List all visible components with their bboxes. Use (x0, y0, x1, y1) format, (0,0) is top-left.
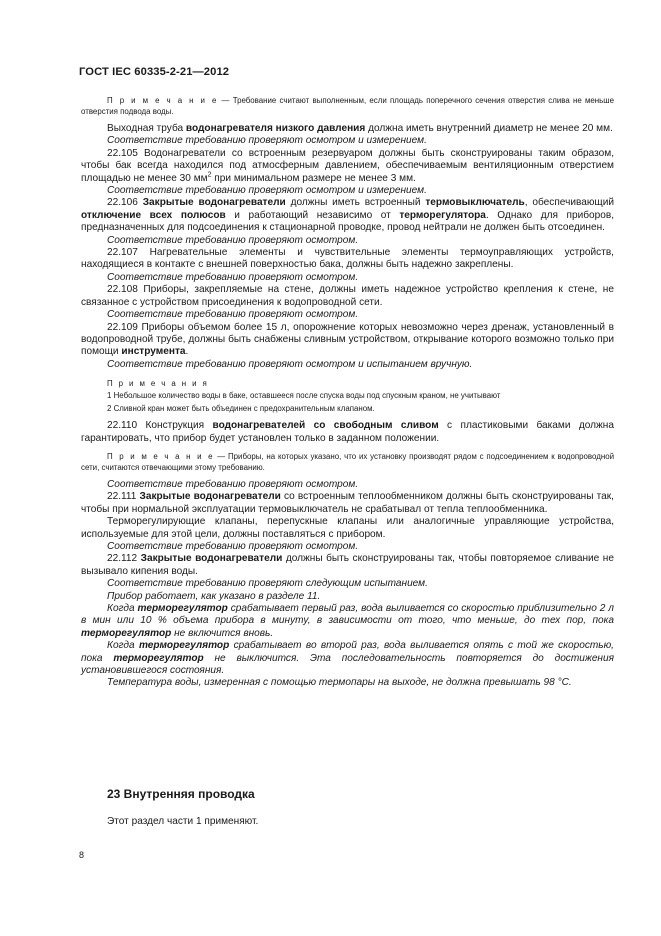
clause-22-111 (81, 491, 614, 516)
compliance-line: Соответствие требованию проверяют осмотром. (107, 271, 359, 283)
compliance-line: Соответствие требованию проверяют осмотром. (107, 478, 359, 490)
page-header: ГОСТ IEC 60335-2-21—2012 (79, 66, 230, 78)
text-run: должна иметь внутренний диаметр не менее 20 мм. (365, 123, 613, 134)
note-label: П р и м е ч а н и е (107, 451, 215, 461)
note-text: — Приборы, на которых указано, что их установку производят рядом с подсоединением к водопроводной сети, считаются отвечающими этому требованию. (81, 451, 614, 472)
clause-number: 22.106 (107, 197, 143, 209)
clause-valves: Терморегулирующие клапаны, перепускные клапаны или аналогичные управляющие устройства, используемые для этой цели, должны поставляться с прибором. (81, 516, 614, 540)
text-run: . Однако для приборов, предназначенных для подсоединения к стационарной проводке, провод нейтрали не должен быть отсоединен. (81, 209, 615, 234)
text-run: должны быть сконструированы так, чтобы повторяемое сливание не вызывало кипения воды. (81, 553, 614, 577)
section-text: Этот раздел части 1 применяют. (107, 816, 259, 827)
note-item-2: 2 Сливной кран может быть объединен с предохранительным клапаном. (107, 404, 375, 414)
defined-term: термовыключатель (425, 197, 525, 209)
note-text: — Требование считают выполненным, если площадь поперечного сечения отверстия слива не меньше отверстия подвода воды. (81, 96, 614, 116)
text-run: 22.110 Конструкция (107, 420, 213, 432)
defined-term: терморегулятора (399, 209, 486, 221)
text-run: 22.105 Водонагреватели со встроенным резервуаром должны быть сконструированы таким образом, чтобы бак всегда находился под атмосферным давлением, обеспечиваемым вентиляционным отверстием площадью не менее 30 мм (81, 147, 614, 184)
clause-22-105 (81, 148, 614, 185)
text-run: не включится вновь. (171, 627, 274, 639)
compliance-line: Соответствие требованию проверяют следующим испытанием. (107, 578, 428, 590)
note-item-1: 1 Небольшое количество воды в баке, оставшееся после спуска воды под спускным краном, не учитывают (107, 391, 501, 401)
text-run: и работающий независимо от (225, 209, 400, 221)
notes-heading (81, 378, 614, 389)
superscript: 2 (207, 171, 212, 179)
clause-number: 22.111 (107, 491, 140, 503)
clause-22-107: 22.107 Нагревательные элементы и чувствительные элементы термоуправляющих устройств, находящиеся в контакте с внешней поверхностью бака, должны быть надежно закреплены. (81, 247, 614, 271)
compliance-line: Соответствие требованию проверяют осмотром. (107, 309, 359, 321)
defined-term: водонагревателя низкого давления (185, 123, 366, 134)
test-operates: Прибор работает, как указано в разделе 11. (107, 590, 321, 602)
defined-term: Закрытые водонагреватели (140, 553, 283, 565)
note-label: П р и м е ч а н и е (107, 96, 219, 105)
defined-term: отключение всех полюсов (81, 209, 226, 221)
test-first-cycle (81, 603, 614, 640)
clause-number: 22.112 (107, 553, 141, 565)
clause-22-109 (81, 322, 614, 359)
defined-term: терморегулятор (81, 627, 172, 639)
text-run: Когда (107, 603, 138, 614)
text-run: . (185, 346, 189, 358)
defined-term: терморегулятор (138, 640, 230, 652)
text-run: срабатывает во второй раз, вода выливается опять с той же скоростью, пока (81, 640, 614, 664)
document-body (81, 95, 614, 690)
clause-outlet-pipe (81, 123, 614, 135)
notes-label: П р и м е ч а н и я (107, 379, 209, 389)
defined-term: терморегулятор (113, 652, 204, 664)
defined-term: водонагревателей со свободным сливом (212, 420, 439, 432)
text-run: 22.109 Приборы объемом более 15 л, опорожнение которых невозможно через дренаж, установленный в водопроводной трубе, должны быть снабжены сливным устройством, открывание которого возможно только при помощи (81, 321, 614, 358)
compliance-line: Соответствие требованию проверяют осмотром. (107, 234, 359, 246)
test-second-cycle (81, 640, 614, 677)
section-heading: 23 Внутренняя проводка (107, 787, 255, 801)
text-run: Выходная труба (107, 123, 186, 134)
defined-term: терморегулятор (137, 603, 228, 614)
text-run: Когда (107, 640, 139, 652)
text-run: срабатывает первый раз, вода выливается со скоростью приблизительно 2 л в мин или 10 % объема прибора в минуту, в зависимости от того, что меньше, до тех пор, пока (81, 603, 614, 627)
clause-22-106 (81, 197, 614, 234)
text-run: не выключится. Эта последовательность повторяется до достижения установившегося состояния. (81, 652, 614, 677)
test-temperature: Температура воды, измеренная с помощью термопары на выходе, не должна превышать 98 °С. (107, 677, 572, 689)
compliance-line: Соответствие требованию проверяют осмотром. (107, 540, 359, 552)
defined-term: инструмента (121, 346, 186, 358)
compliance-line: Соответствие требованию проверяют осмотром и измерением. (107, 135, 427, 147)
defined-term: Закрытые водонагреватели (142, 197, 286, 209)
compliance-line: Соответствие требованию проверяют осмотром и испытанием вручную. (107, 358, 473, 370)
text-run: с пластиковыми баками должна гарантировать, что прибор будет установлен только в заданном положении. (81, 420, 614, 444)
note-installation (81, 451, 614, 473)
clause-22-110 (81, 420, 614, 445)
text-run: со встроенным теплообменником должны быть сконструированы так, чтобы при нормальной эксплуатации термовыключатель не срабатывал от тепла теплообменника. (81, 491, 614, 515)
text-run: должны иметь встроенный (285, 197, 426, 209)
note-slot-area (81, 95, 614, 117)
defined-term: Закрытые водонагреватели (139, 491, 281, 503)
text-run: при минимальном размере не менее 3 мм. (211, 172, 416, 184)
page-number: 8 (79, 850, 85, 860)
clause-22-108: 22.108 Приборы, закрепляемые на стене, должны иметь надежное устройство крепления к стене, не связанное с устройством присоединения к водопроводной сети. (81, 284, 614, 308)
text-run: , обеспечивающий (524, 197, 614, 209)
compliance-line: Соответствие требованию проверяют осмотром и измерением. (107, 185, 427, 197)
clause-22-112 (81, 553, 614, 578)
